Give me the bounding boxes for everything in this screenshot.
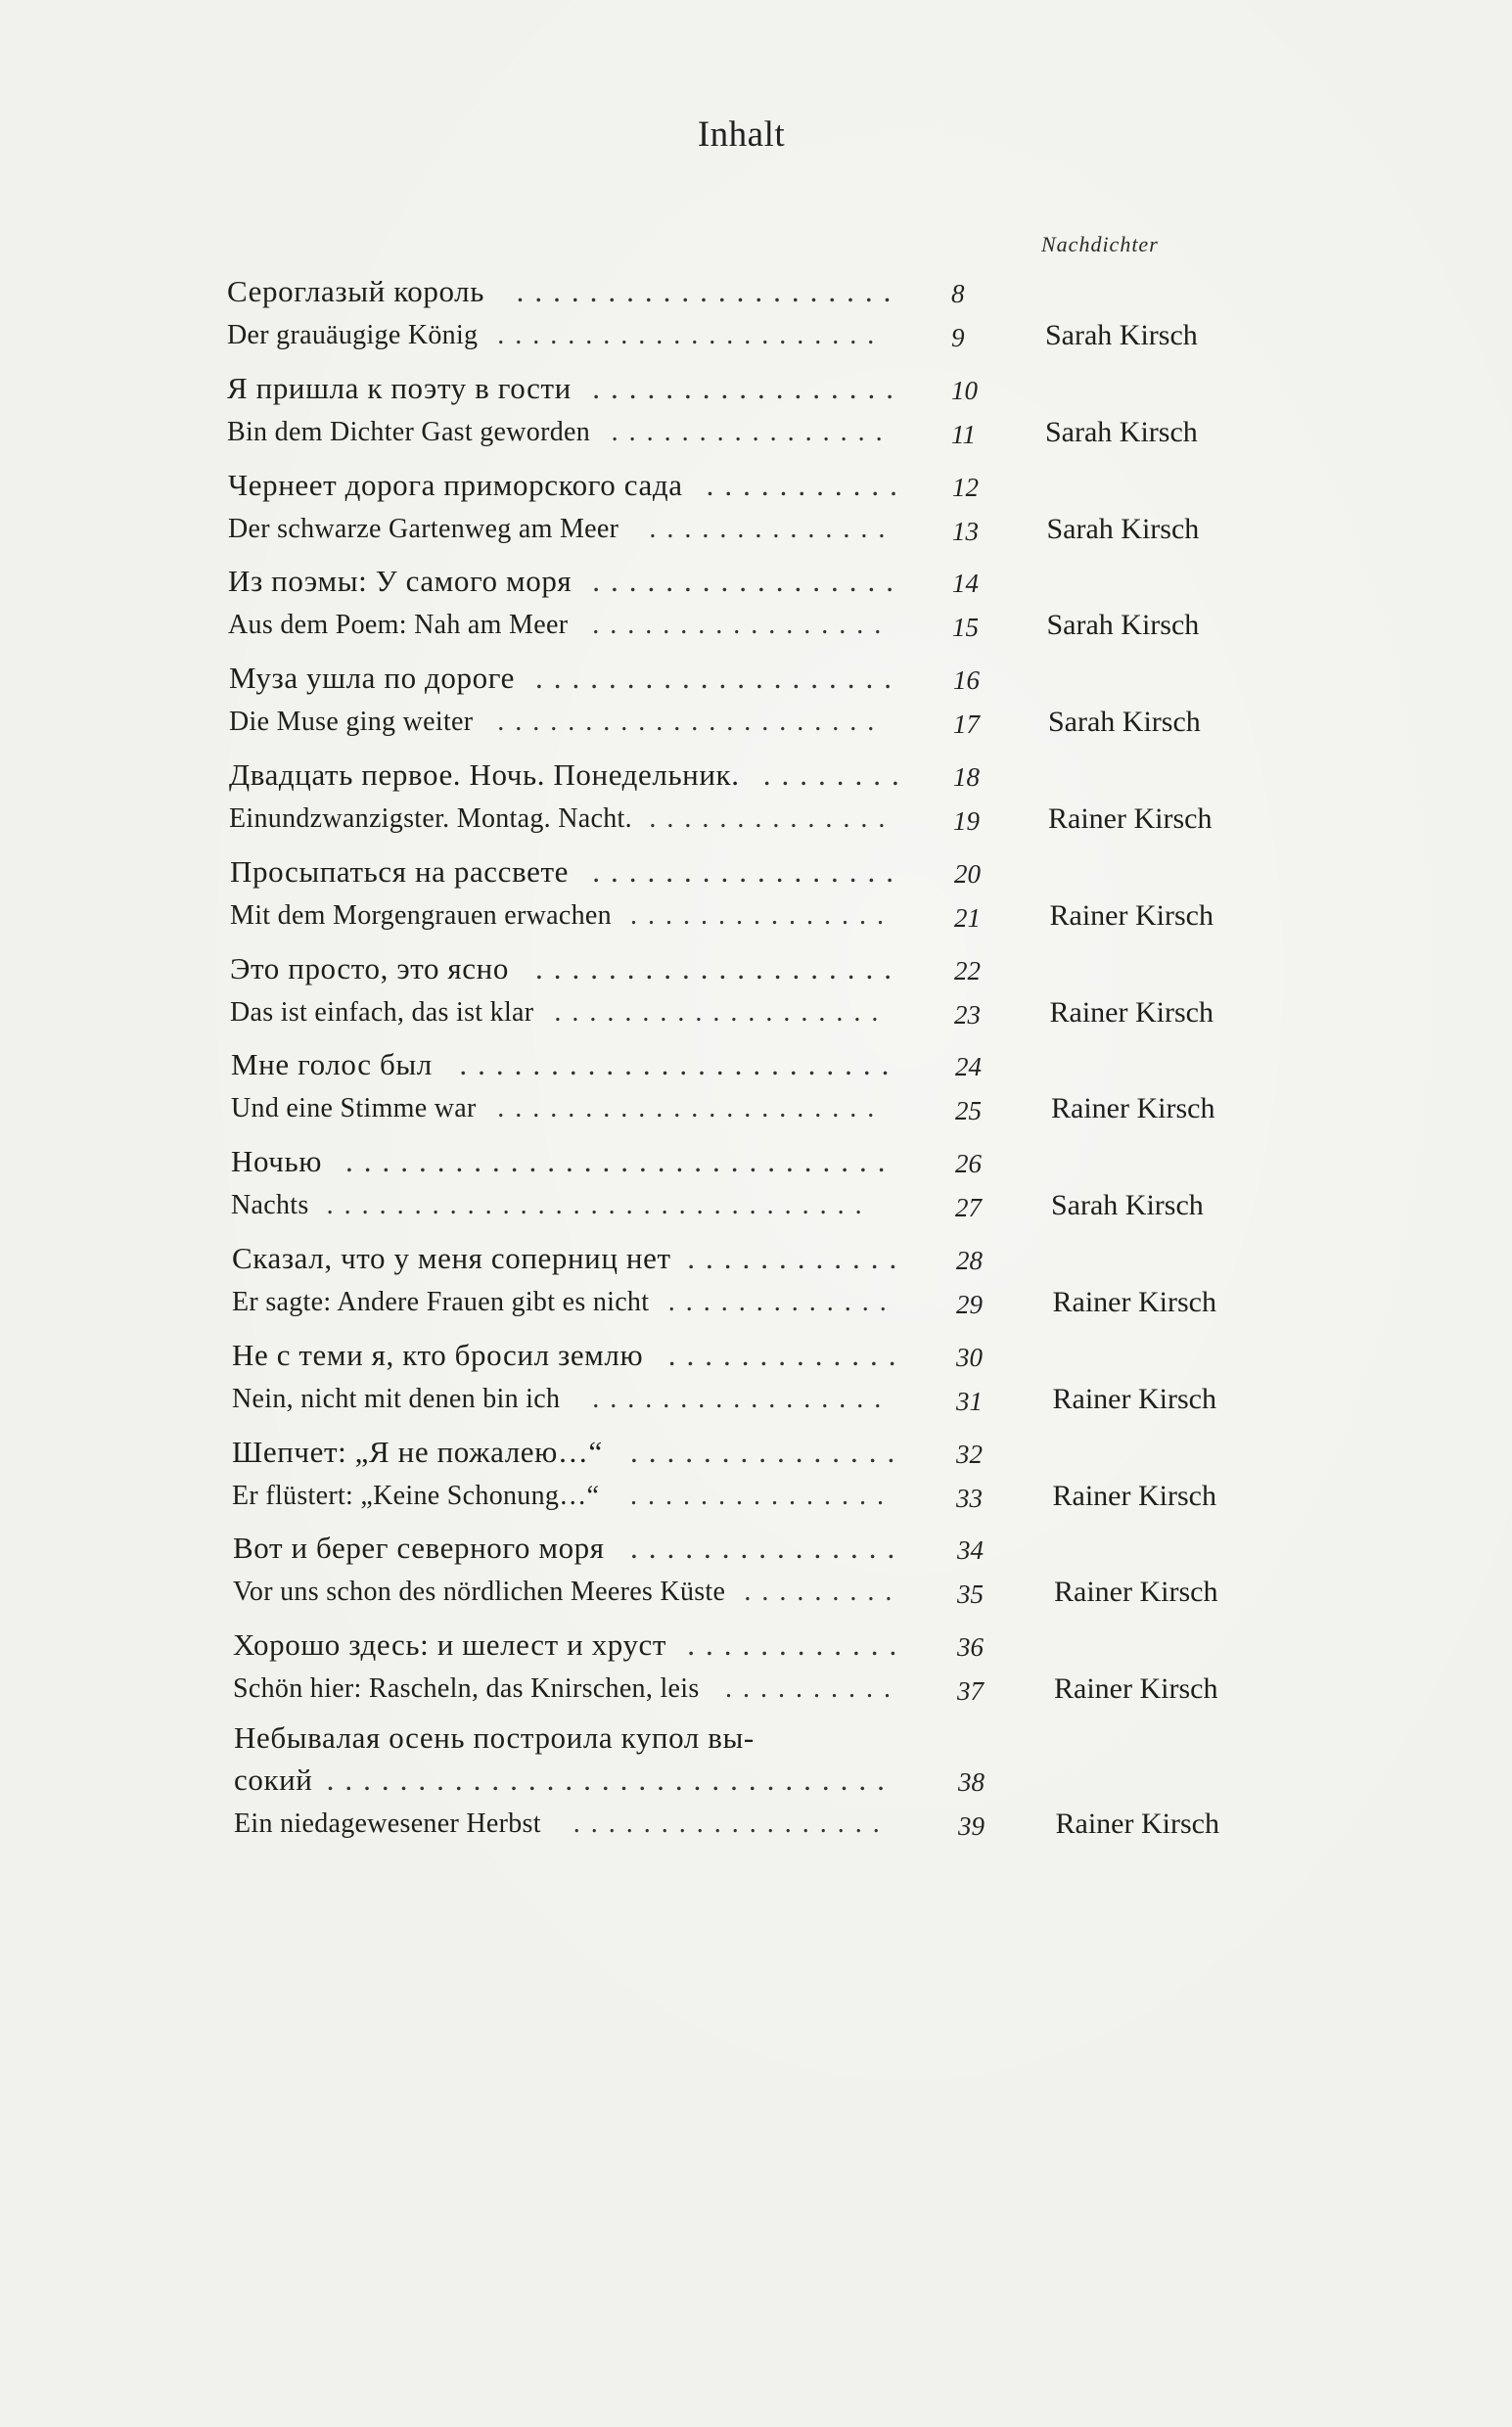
toc-entry-russian[interactable]	[233, 1626, 915, 1665]
page-number: 37	[957, 1676, 984, 1707]
toc-entry-russian-title: Ночью	[231, 1144, 322, 1179]
toc-entry-german[interactable]	[232, 1477, 915, 1516]
toc-entry-russian-title: Муза ушла по дороге	[229, 661, 515, 696]
page-number: 36	[957, 1632, 984, 1663]
page-number: 30	[956, 1342, 983, 1372]
toc-entry-german[interactable]	[233, 1573, 915, 1612]
leader-dots: ...............................	[326, 1190, 873, 1221]
leader-dots: ..........	[725, 1673, 901, 1705]
page-number: 19	[953, 806, 980, 836]
toc-entry-russian[interactable]	[232, 1433, 915, 1472]
page-number: 26	[955, 1149, 982, 1179]
page-number: 9	[951, 323, 965, 352]
translator-name: Sarah Kirsch	[1048, 706, 1201, 739]
leader-dots: .................	[592, 853, 904, 889]
page-number: 8	[951, 279, 965, 308]
page-number: 21	[954, 902, 981, 933]
toc-entry-russian-title: Из поэмы: У самого моря	[228, 564, 573, 599]
page-number: 39	[958, 1811, 985, 1841]
leader-dots: ...............	[630, 1480, 894, 1511]
toc-entry-german[interactable]	[234, 1805, 915, 1844]
translator-name: Rainer Kirsch	[1051, 1092, 1215, 1125]
translator-name: Sarah Kirsch	[1045, 319, 1198, 351]
translator-name: Rainer Kirsch	[1055, 1808, 1219, 1840]
toc-entry-german[interactable]	[231, 1186, 915, 1225]
toc-entry-russian-title: Просыпаться на рассвете	[230, 853, 569, 889]
translator-column-header: Nachdichter	[1041, 232, 1159, 256]
toc-entry-german-title: Und eine Stimme war	[231, 1093, 477, 1124]
page-number: 16	[953, 665, 980, 696]
toc-entry-russian-title: Сказал, что у меня соперниц нет	[232, 1241, 671, 1275]
toc-entry-russian[interactable]	[228, 562, 915, 601]
page-number: 25	[955, 1096, 982, 1126]
leader-dots: ............	[687, 1241, 908, 1275]
toc-entry-russian-title: Не с теми я, кто бросил землю	[232, 1337, 644, 1372]
toc-entry-russian-title: Чернеет дорога приморского сада	[228, 467, 683, 502]
page-number: 18	[953, 762, 980, 792]
translator-name: Rainer Kirsch	[1049, 898, 1214, 932]
toc-entry-german[interactable]	[232, 1283, 915, 1322]
translator-name: Rainer Kirsch	[1052, 1382, 1216, 1415]
page-number: 23	[954, 999, 981, 1030]
toc-entry-russian[interactable]	[231, 1045, 915, 1084]
leader-dots: ........	[762, 757, 910, 792]
toc-entry-russian-line2-title: сокий	[234, 1763, 313, 1797]
toc-entry-russian-title: Двадцать первое. Ночь. Понедельник.	[229, 757, 740, 792]
leader-dots: ...............	[630, 1531, 906, 1566]
leader-dots: ....................	[535, 950, 902, 985]
toc-entry-russian-line1-title: Небывалая осень построила купол вы-	[234, 1720, 755, 1755]
page-number: 10	[951, 375, 978, 405]
page-number: 14	[952, 569, 979, 599]
toc-entry-german-title: Aus dem Poem: Nah am Meer	[228, 610, 569, 641]
page-number: 15	[952, 613, 979, 643]
translator-name: Sarah Kirsch	[1046, 609, 1200, 642]
leader-dots: ..............	[649, 513, 896, 544]
translator-name: Sarah Kirsch	[1051, 1189, 1204, 1222]
page-number: 11	[951, 419, 976, 449]
leader-dots: ........................	[459, 1047, 900, 1082]
toc-entry-russian[interactable]	[230, 852, 915, 892]
toc-entry-russian[interactable]	[228, 466, 915, 505]
leader-dots: .................	[592, 1383, 893, 1414]
toc-entry-german[interactable]	[232, 1380, 915, 1419]
translator-name: Rainer Kirsch	[1048, 802, 1213, 835]
leader-dots: ...............	[630, 899, 894, 931]
toc-entry-german[interactable]	[230, 896, 915, 936]
leader-dots: .............	[667, 1337, 907, 1372]
leader-dots: ......................	[497, 707, 886, 738]
page-number: 24	[955, 1052, 982, 1082]
leader-dots: ...............	[630, 1434, 906, 1469]
translator-name: Sarah Kirsch	[1045, 415, 1198, 448]
page-number: 33	[956, 1483, 983, 1513]
toc-entry-german-title: Nein, nicht mit denen bin ich	[232, 1383, 561, 1414]
toc-entry-german[interactable]	[227, 413, 915, 452]
toc-entry-german[interactable]	[227, 316, 915, 355]
toc-entry-russian[interactable]	[230, 949, 915, 988]
page-number: 34	[957, 1535, 984, 1566]
toc-entry-german-title: Das ist einfach, das ist klar	[230, 996, 534, 1028]
toc-entry-german-title: Der grauäugige König	[227, 320, 479, 350]
leader-dots: ...............................	[326, 1763, 895, 1797]
leader-dots: ......................	[497, 1093, 886, 1124]
toc-entry-russian[interactable]	[229, 659, 915, 698]
leader-dots: ...................	[554, 996, 890, 1028]
page-number: 35	[957, 1580, 984, 1610]
page-number: 22	[954, 955, 981, 985]
leader-dots: ......................	[497, 320, 886, 350]
toc-entry-russian-title: Мне голос был	[231, 1047, 433, 1082]
toc-entry-russian-title: Сероглазый король	[227, 274, 484, 308]
toc-entry-russian-title: Хорошо здесь: и шелест и хруст	[233, 1627, 667, 1663]
leader-dots: ...........	[706, 467, 908, 502]
toc-entry-russian-title: Вот и берег северного моря	[233, 1531, 605, 1566]
toc-entry-german[interactable]	[231, 1089, 915, 1128]
toc-entry-russian[interactable]	[227, 369, 915, 408]
toc-entry-german-title: Ein niedagewesener Herbst	[234, 1809, 541, 1839]
toc-entry-german-title: Nachts	[231, 1190, 309, 1221]
leader-dots: ................	[611, 416, 893, 447]
translator-name: Sarah Kirsch	[1046, 512, 1200, 545]
toc-entry-german[interactable]	[233, 1670, 915, 1709]
translator-name: Rainer Kirsch	[1049, 995, 1214, 1029]
page-number: 31	[956, 1386, 983, 1416]
toc-entry-russian[interactable]	[227, 272, 915, 311]
toc-entry-german-title: Die Muse ging weiter	[229, 707, 474, 738]
toc-entry-russian[interactable]	[231, 1142, 915, 1181]
toc-entry-german-title: Bin dem Dichter Gast geworden	[227, 416, 591, 447]
toc-entry-german-title: Er sagte: Andere Frauen gibt es nicht	[232, 1287, 650, 1317]
toc-entry-german-title: Vor uns schon des nördlichen Meeres Küste	[233, 1577, 726, 1608]
leader-dots: .........	[744, 1577, 903, 1608]
leader-dots: .....................	[516, 274, 902, 308]
leader-dots: ............	[687, 1627, 908, 1663]
toc-entry-german[interactable]	[230, 993, 915, 1032]
page-number: 13	[952, 516, 979, 546]
translator-name: Rainer Kirsch	[1054, 1672, 1218, 1706]
toc-entry-german[interactable]	[228, 510, 915, 549]
page-number: 32	[956, 1439, 983, 1469]
toc-entry-russian-title: Я пришла к поэту в гости	[227, 370, 572, 405]
toc-entry-russian-line2[interactable]	[234, 1761, 915, 1800]
toc-entry-russian-title: Это просто, это ясно	[230, 950, 509, 985]
translator-name: Rainer Kirsch	[1052, 1286, 1216, 1318]
toc-entry-russian[interactable]	[229, 756, 915, 795]
leader-dots: ....................	[535, 661, 902, 696]
leader-dots: .................	[592, 564, 904, 599]
toc-entry-german-title: Der schwarze Gartenweg am Meer	[228, 513, 619, 544]
translator-name: Rainer Kirsch	[1054, 1576, 1218, 1609]
page-number: 38	[958, 1767, 985, 1797]
toc-entry-german[interactable]	[229, 800, 915, 839]
translator-name: Rainer Kirsch	[1052, 1479, 1216, 1512]
page-number: 17	[953, 710, 980, 740]
page-number: 27	[955, 1193, 982, 1223]
page-title: Inhalt	[697, 114, 786, 155]
page-number: 29	[956, 1290, 983, 1319]
page-number: 28	[956, 1246, 983, 1275]
toc-entry-russian[interactable]	[233, 1529, 915, 1568]
leader-dots: .............	[667, 1287, 897, 1317]
toc-entry-german-title: Einundzwanzigster. Montag. Nacht.	[229, 803, 632, 834]
toc-entry-german-title: Er flüstert: „Keine Schonung…“	[232, 1480, 600, 1511]
leader-dots: .................	[592, 370, 904, 405]
toc-entry-german[interactable]	[229, 703, 915, 742]
toc-entry-russian[interactable]	[232, 1239, 915, 1278]
toc-entry-russian[interactable]	[232, 1336, 915, 1375]
page-number: 20	[954, 858, 981, 889]
leader-dots: .................	[592, 610, 893, 641]
leader-dots: ..............	[649, 803, 896, 834]
page-number: 12	[952, 472, 979, 502]
toc-entry-german[interactable]	[228, 606, 915, 645]
leader-dots: ..................	[573, 1809, 891, 1839]
leader-dots: ..............................	[345, 1144, 896, 1179]
toc-entry-german-title: Mit dem Morgengrauen erwachen	[230, 899, 612, 931]
toc-entry-german-title: Schön hier: Rascheln, das Knirschen, leis	[233, 1673, 700, 1705]
toc-entry-russian-title: Шепчет: „Я не пожалею…“	[232, 1434, 603, 1469]
